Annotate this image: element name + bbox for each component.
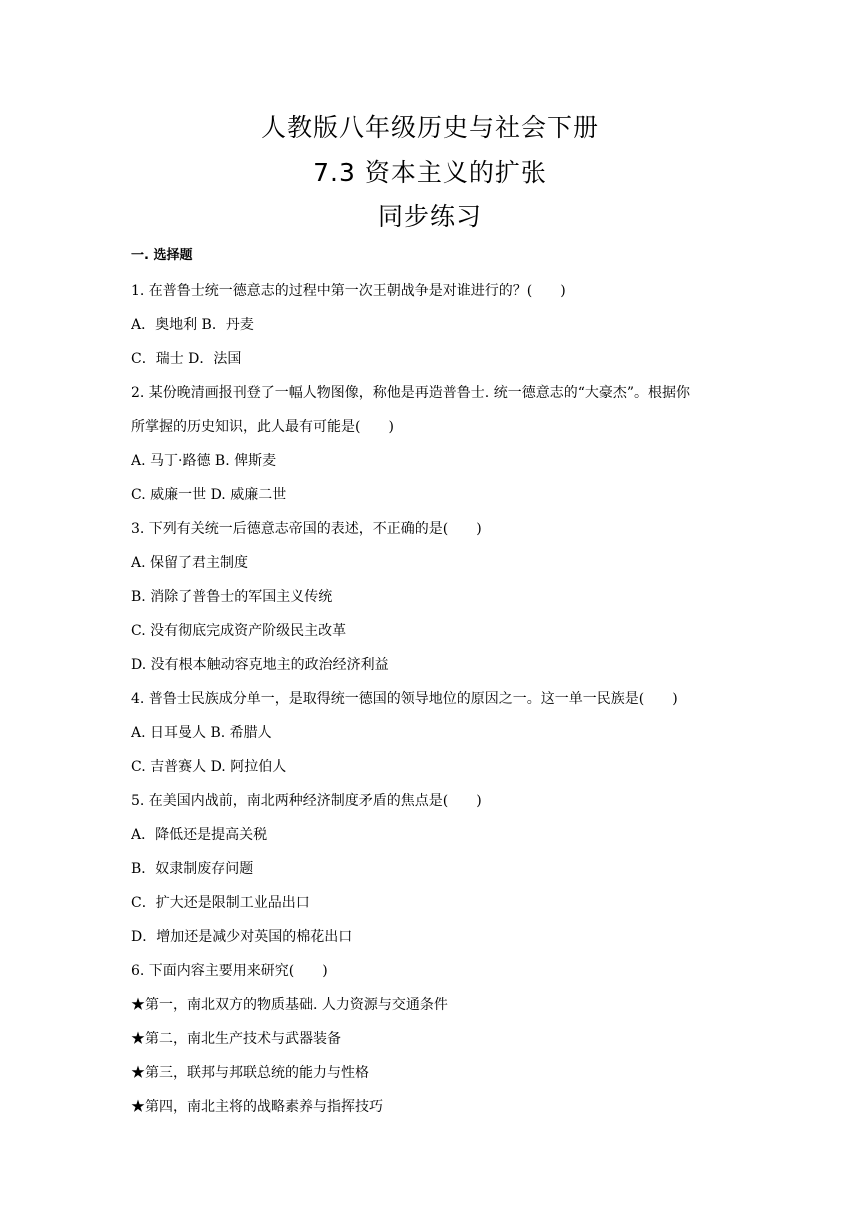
question-3-option-b: B. 消除了普鲁士的军国主义传统 [131, 589, 333, 605]
question-6-point-3: ★第三，联邦与邦联总统的能力与性格 [131, 1065, 369, 1081]
question-5-option-d: D．增加还是减少对英国的棉花出口 [131, 929, 353, 945]
question-6-point-1: ★第一，南北双方的物质基础. 人力资源与交通条件 [131, 997, 448, 1013]
question-2-stem: 2. 某份晚清画报刊登了一幅人物图像，称他是再造普鲁士. 统一德意志的“大豪杰”。根据你 [131, 385, 691, 401]
section-heading: 一. 选择题 [131, 248, 193, 263]
question-list [131, 281, 741, 1131]
exercise-subtitle: 同步练习 [377, 202, 482, 231]
question-3-option-d: D. 没有根本触动容克地主的政治经济利益 [131, 657, 389, 673]
question-1-options-cd: C．瑞士 D．法国 [131, 351, 242, 367]
question-6-point-2: ★第二，南北生产技术与武器装备 [131, 1031, 341, 1047]
question-4-options-ab: A. 日耳曼人 B. 希腊人 [131, 725, 272, 741]
question-2-stem-cont: 所掌握的历史知识，此人最有可能是( ) [131, 419, 394, 435]
question-4-options-cd: C. 吉普赛人 D. 阿拉伯人 [131, 759, 287, 775]
question-1-stem: 1. 在普鲁士统一德意志的过程中第一次王朝战争是对谁进行的？( ) [131, 283, 566, 299]
question-2-options-ab: A. 马丁·路德 B. 俾斯麦 [131, 453, 277, 469]
question-5-option-a: A．降低还是提高关税 [131, 827, 268, 843]
question-5-stem: 5. 在美国内战前，南北两种经济制度矛盾的焦点是( ) [131, 793, 482, 809]
question-6-stem: 6. 下面内容主要用来研究( ) [131, 963, 328, 979]
question-3-option-a: A. 保留了君主制度 [131, 555, 249, 571]
document-title: 人教版八年级历史与社会下册 [260, 113, 599, 142]
question-3-stem: 3. 下列有关统一后德意志帝国的表述，不正确的是( ) [131, 521, 482, 537]
question-5-option-b: B．奴隶制废存问题 [131, 861, 254, 877]
question-3-option-c: C. 没有彻底完成资产阶级民主改革 [131, 623, 347, 639]
question-1-options-ab: A．奥地利 B．丹麦 [131, 317, 254, 333]
lesson-title: 7.3 资本主义的扩张 [313, 158, 547, 187]
question-5-option-c: C．扩大还是限制工业品出口 [131, 895, 310, 911]
question-4-stem: 4. 普鲁士民族成分单一，是取得统一德国的领导地位的原因之一。这一单一民族是( ) [131, 691, 678, 707]
question-2-options-cd: C. 威廉一世 D. 威廉二世 [131, 487, 287, 503]
question-6-point-4: ★第四，南北主将的战略素养与指挥技巧 [131, 1099, 383, 1115]
